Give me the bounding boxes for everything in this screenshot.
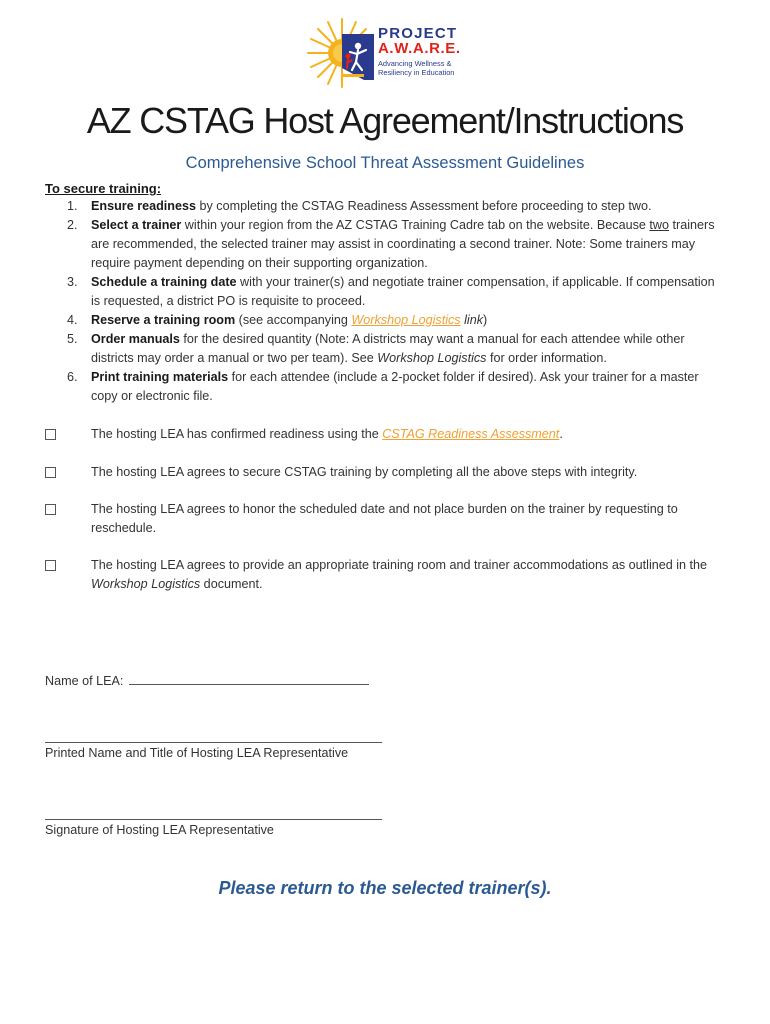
page-title: AZ CSTAG Host Agreement/Instructions <box>86 100 684 141</box>
checkbox[interactable] <box>45 467 56 478</box>
step-text: ) <box>483 313 488 327</box>
step-title: Order manuals <box>91 332 180 346</box>
logo-project-text: PROJECT <box>378 25 458 42</box>
checklist-text <box>91 425 725 444</box>
logo-tagline-1: Advancing Wellness & <box>378 59 452 68</box>
step-title: Ensure readiness <box>91 199 196 213</box>
signature-label: Signature of Hosting LEA Representative <box>45 823 274 837</box>
list-item-step-5 <box>45 330 725 368</box>
checklist-text-italic: Workshop Logistics <box>91 577 201 591</box>
checklist-text-part: The hosting LEA has confirmed readiness using the <box>91 427 383 441</box>
closing-instruction: Please return to the selected trainer(s). <box>218 878 552 898</box>
lea-name-field <box>45 671 369 688</box>
step-text: (see accompanying <box>235 313 352 327</box>
step-text: for the desired quantity (Note: A districts may want a manual for each attendee while other districts may order a manual or two per team). See <box>91 332 685 365</box>
sun-arizona-emblem-icon <box>306 16 386 90</box>
signature-input-line[interactable] <box>45 818 382 820</box>
checklist-text-part: . <box>559 427 563 441</box>
step-number: 3. <box>67 275 78 289</box>
list-item-step-2 <box>45 216 725 273</box>
checkbox[interactable] <box>45 429 56 440</box>
step-text: trainers are recommended, the selected trainer may assist in coordinating a second trainer. Note: Some trainers may require payment depending on their supporting organization. <box>91 218 715 270</box>
step-title: Select a trainer <box>91 218 182 232</box>
step-number: 2. <box>67 218 78 232</box>
step-title: Reserve a training room <box>91 313 236 327</box>
checkbox[interactable] <box>45 560 56 571</box>
page-subtitle: Comprehensive School Threat Assessment Guidelines <box>185 154 585 172</box>
checklist-text <box>91 556 725 594</box>
logo-tagline-2: Resiliency in Education <box>378 68 455 77</box>
step-text-italic: link <box>460 313 483 327</box>
step-text: within your region from the AZ CSTAG Training Cadre tab on the website. Because <box>181 218 650 232</box>
lea-name-input[interactable] <box>129 671 369 685</box>
lea-name-label: Name of LEA: <box>45 674 124 688</box>
step-number: 6. <box>67 370 78 384</box>
step-title: Schedule a training date <box>91 275 237 289</box>
cstag-readiness-assessment-link[interactable]: CSTAG Readiness Assessment <box>382 427 560 441</box>
checklist-text: The hosting LEA agrees to secure CSTAG training by completing all the above steps with integrity. <box>91 465 638 479</box>
step-text: with your trainer(s) and negotiate trainer compensation, if applicable. If compensation is requested, a district PO is requisite to proceed. <box>91 275 715 308</box>
step-title: Print training materials <box>91 370 229 384</box>
list-item-step-1 <box>45 197 725 216</box>
steps-list <box>45 197 725 406</box>
step-text-italic: Workshop Logistics <box>377 351 487 365</box>
step-number: 5. <box>67 332 78 346</box>
checklist-text-part: The hosting LEA agrees to provide an appropriate training room and trainer accommodations as outlined in the <box>91 558 708 572</box>
workshop-logistics-link[interactable]: Workshop Logistics <box>351 313 461 327</box>
list-item-step-3 <box>45 273 725 311</box>
step-text: for each attendee (include a 2-pocket folder if desired). Ask your trainer for a master copy or electronic file. <box>91 370 699 403</box>
step-number: 4. <box>67 313 78 327</box>
checklist-text-part: document. <box>200 577 263 591</box>
logo-aware-text: A.W.A.R.E. <box>378 40 461 57</box>
printed-name-input-line[interactable] <box>45 741 382 743</box>
step-text: by completing the CSTAG Readiness Assessment before proceeding to step two. <box>196 199 652 213</box>
project-aware-logo <box>306 16 466 90</box>
checklist-text: The hosting LEA agrees to honor the scheduled date and not place burden on the trainer by requesting to reschedule. <box>91 502 678 535</box>
step-text-underlined: two <box>649 218 669 232</box>
printed-name-label: Printed Name and Title of Hosting LEA Representative <box>45 746 349 760</box>
step-text: for order information. <box>486 351 607 365</box>
checkbox[interactable] <box>45 504 56 515</box>
section-heading-secure-training: To secure training: <box>45 181 162 196</box>
list-item-step-6 <box>45 368 725 406</box>
list-item-step-4 <box>45 311 725 330</box>
step-number: 1. <box>67 199 78 213</box>
